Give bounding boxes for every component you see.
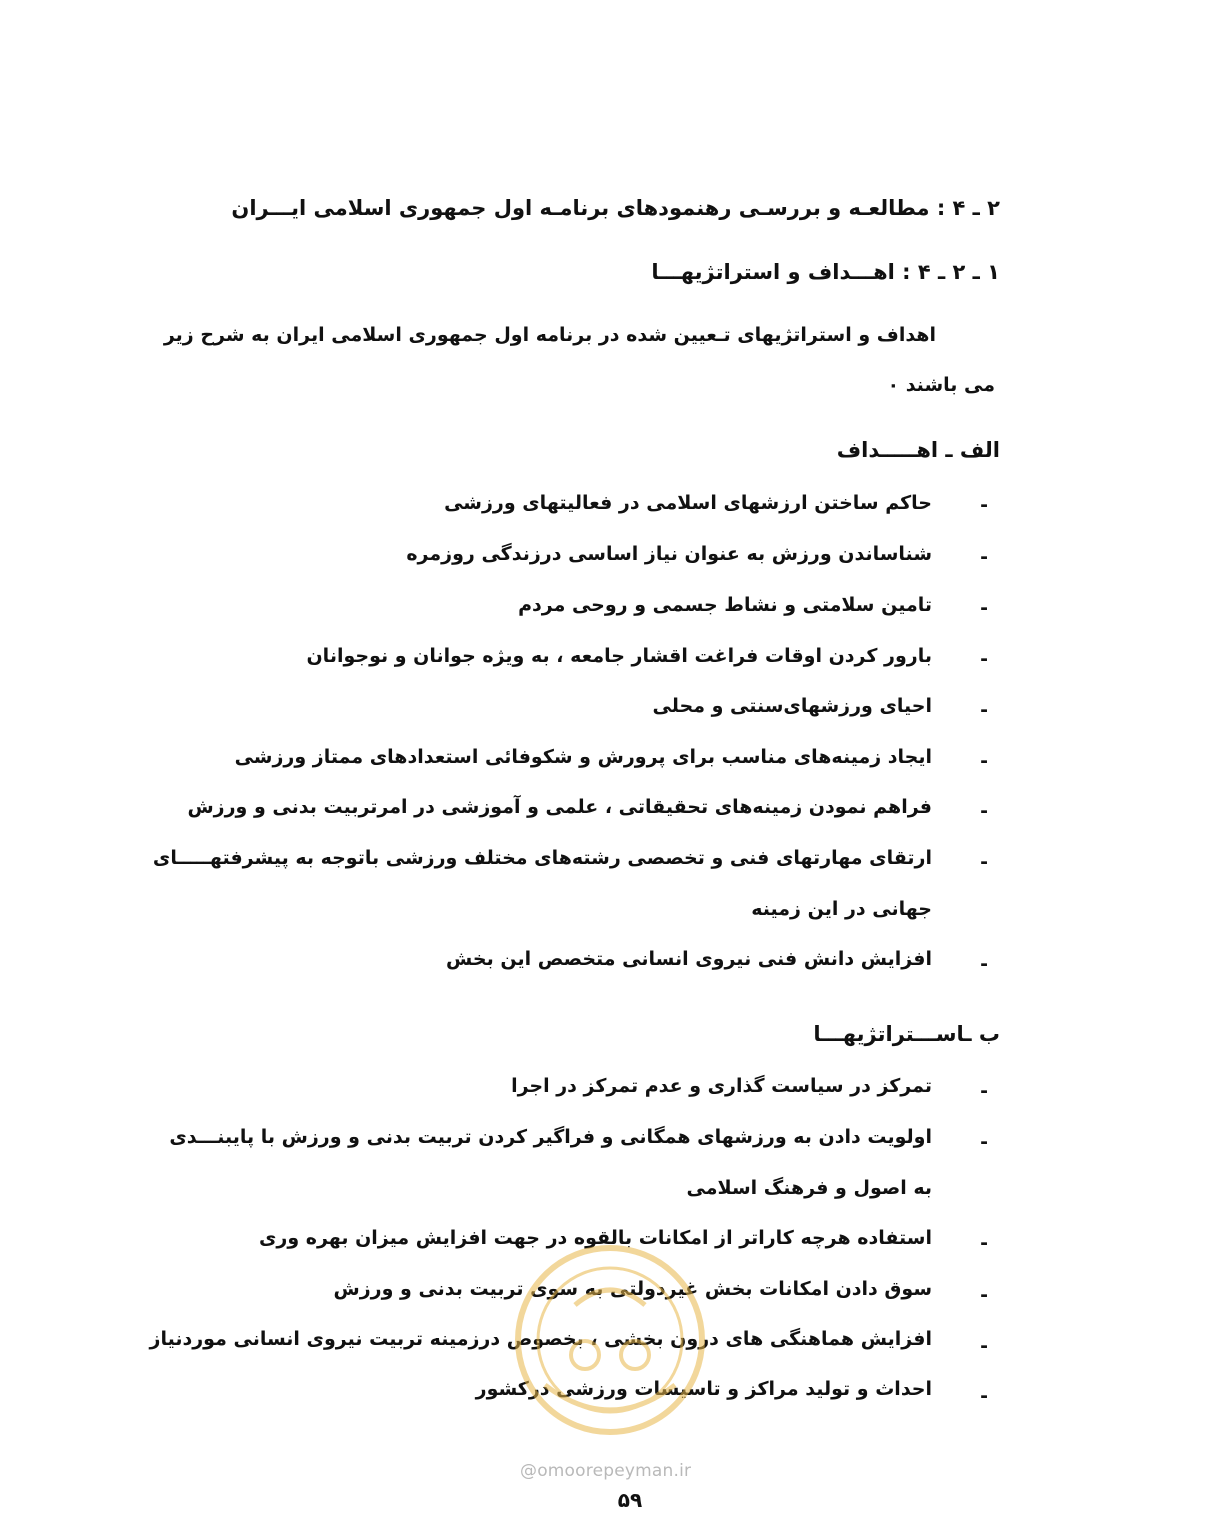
list-bullet: - bbox=[980, 546, 988, 568]
section-heading: ۲ ـ ۴ : مطالعـه و بررسـی رهنمودهای برنامـه اول جمهوری اسلامی ایـــران bbox=[231, 196, 1000, 220]
goal-item: احیای ورزشهای‌سنتی و محلی bbox=[652, 695, 932, 717]
subsection-heading: ۱ ـ ۲ ـ ۴ : اهـــداف و استراتژیهـــا bbox=[651, 260, 1000, 284]
list-bullet: - bbox=[980, 648, 988, 670]
list-bullet: - bbox=[980, 1080, 988, 1102]
list-bullet: - bbox=[980, 1284, 988, 1306]
list-bullet: - bbox=[980, 1335, 988, 1357]
list-bullet: - bbox=[980, 597, 988, 619]
goal-item: شناساندن ورزش به عنوان نیاز اساسی درزندگی روزمره bbox=[406, 543, 932, 565]
list-bullet: - bbox=[980, 750, 988, 772]
watermark-site-label: @omoorepeyman.ir bbox=[520, 1461, 692, 1481]
list-bullet: - bbox=[980, 800, 988, 822]
goal-item-continuation: جهانی در این زمینه bbox=[751, 898, 932, 920]
list-bullet: - bbox=[980, 851, 988, 873]
list-bullet: - bbox=[980, 953, 988, 975]
strategy-item-continuation: به اصول و فرهنگ اسلامی bbox=[686, 1177, 932, 1199]
goals-title: الف ـ اهـــــداف bbox=[836, 438, 1000, 462]
goal-item: افزایش دانش فنی نیروی انسانی متخصص این بخش bbox=[446, 948, 932, 970]
strategy-item: سوق دادن امکانات بخش غیردولتی به سوی تربیت بدنی و ورزش bbox=[333, 1278, 932, 1300]
goal-item: بارور کردن اوقات فراغت اقشار جامعه ، به ویژه جوانان و نوجوانان bbox=[306, 645, 932, 667]
intro-line-1: اهداف و استراتژیهای تـعیین شده در برنامه اول جمهوری اسلامی ایران به شرح زیر bbox=[163, 324, 936, 346]
strategy-item: استفاده هرچه کاراتر از امکانات بالقوه در جهت افزایش میزان بهره وری bbox=[258, 1227, 932, 1249]
goal-item: فراهم نمودن زمینه‌های تحقیقاتی ، علمی و آموزشی در امرتربیت بدنی و ورزش bbox=[187, 796, 932, 818]
strategy-item: اولویت دادن به ورزشهای همگانی و فراگیر کردن تربیت بدنی و ورزش با پایبنـــدی bbox=[169, 1126, 932, 1148]
intro-line-2: می باشند ٠ bbox=[887, 374, 995, 396]
goal-item: حاکم ساختن ارزشهای اسلامی در فعالیتهای ورزشی bbox=[444, 492, 932, 514]
list-bullet: - bbox=[980, 1385, 988, 1407]
list-bullet: - bbox=[980, 494, 988, 516]
goal-item: تامین سلامتی و نشاط جسمی و روحی مردم bbox=[518, 594, 932, 616]
goal-item: ارتقای مهارتهای فنی و تخصصی رشته‌های مختلف ورزشی باتوجه به پیشرفتهـــــای bbox=[152, 847, 932, 869]
strategy-item: افزایش هماهنگی های درون بخشی ، بخصوص درزمینه تربیت نیروی انسانی موردنیاز bbox=[149, 1328, 932, 1350]
strategy-item: تمرکز در سیاست گذاری و عدم تمرکز در اجرا bbox=[511, 1075, 932, 1097]
list-bullet: - bbox=[980, 1232, 988, 1254]
list-bullet: - bbox=[980, 1131, 988, 1153]
strategies-title: ب ـاســـتراتژیهـــا bbox=[813, 1022, 1000, 1046]
goal-item: ایجاد زمینه‌های مناسب برای پرورش و شکوفائی استعدادهای ممتاز ورزشی bbox=[234, 746, 932, 768]
page-number: ۵۹ bbox=[617, 1488, 643, 1512]
strategy-item: احداث و تولید مراکز و تاسیسات ورزشی درکشور bbox=[475, 1378, 932, 1400]
list-bullet: - bbox=[980, 699, 988, 721]
